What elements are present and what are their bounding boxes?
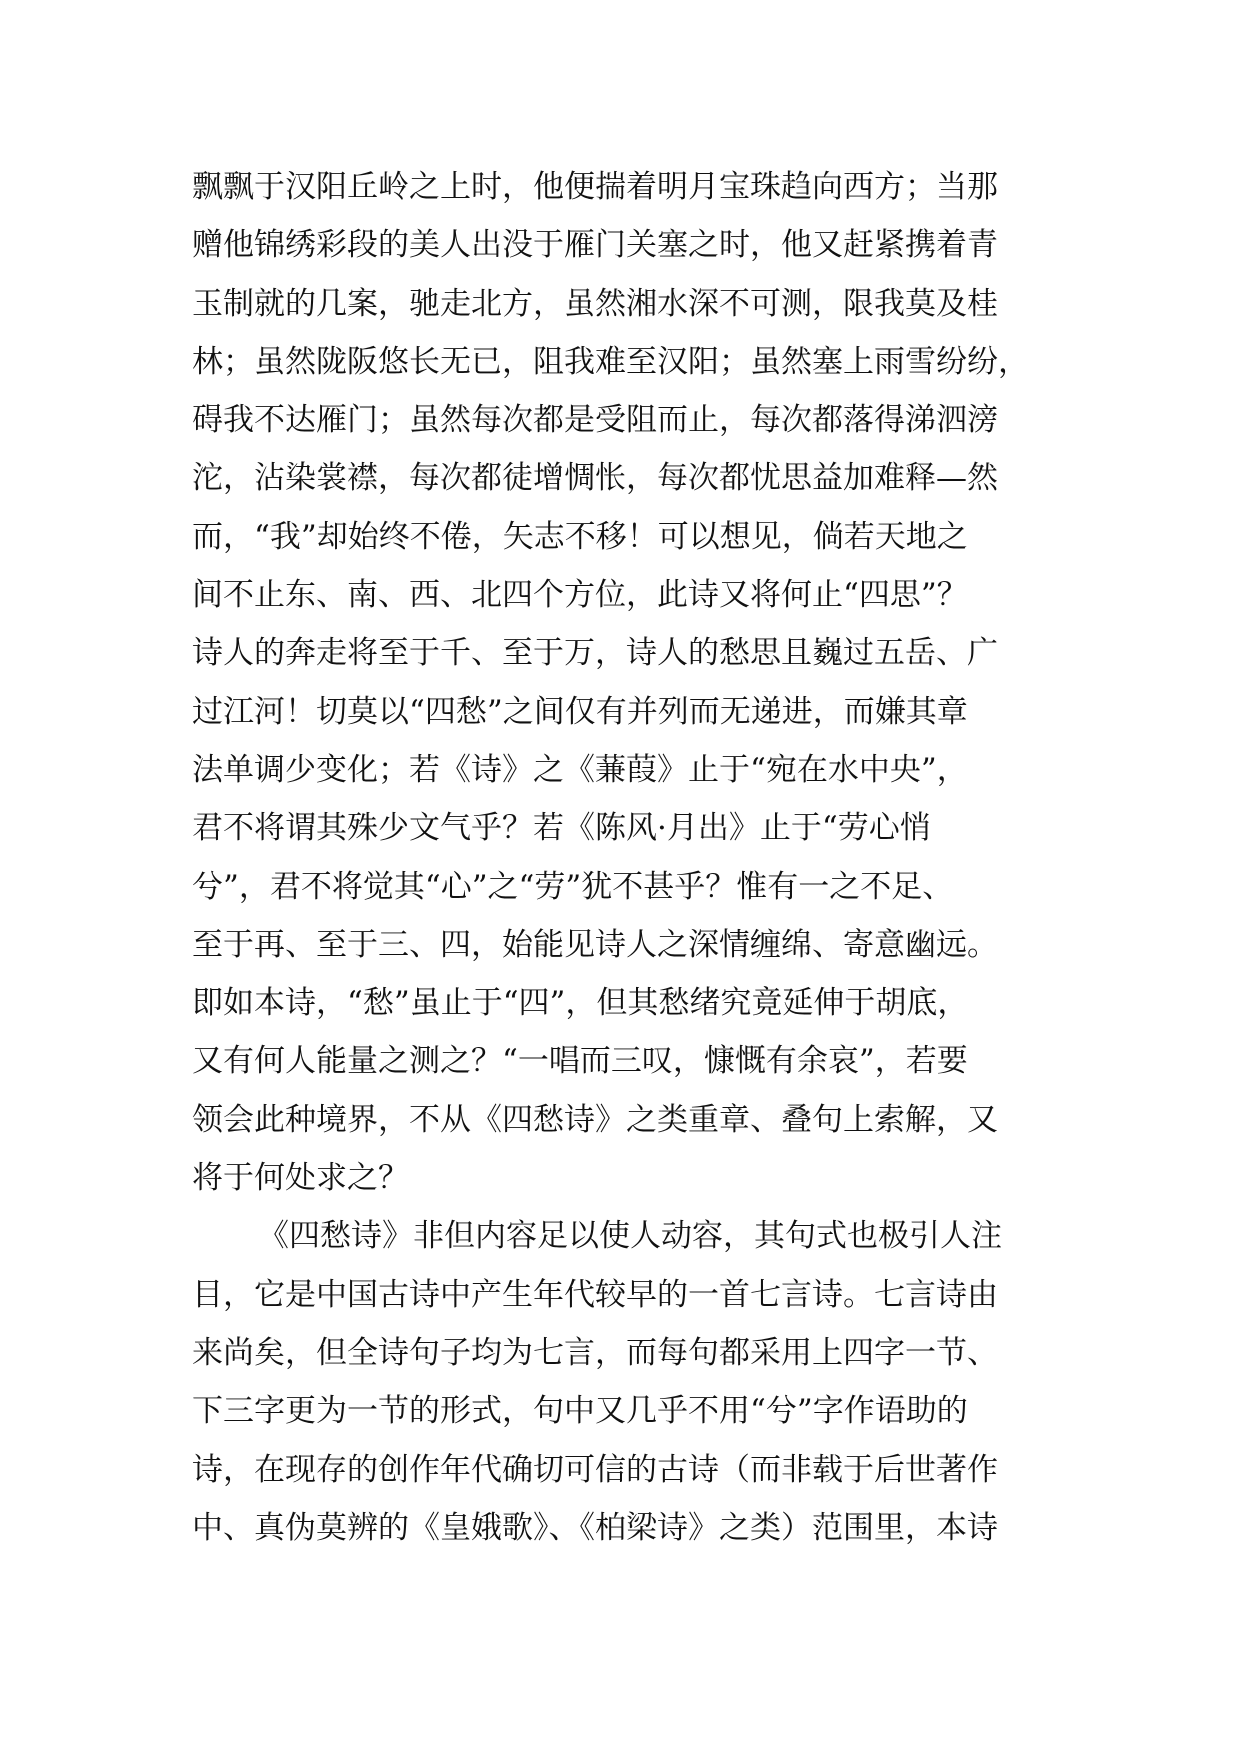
text-line: 中、真伪莫辨的《皇娥歌》、《柏梁诗》之类）范围里，本诗	[192, 1509, 998, 1546]
text-line: 间不止东、南、西、北四个方位，此诗又将何止“四思”？	[192, 577, 968, 614]
text-line: 玉制就的几案，驰走北方，虽然湘水深不可测，限我莫及桂	[192, 285, 998, 322]
text-line: 君不将谓其殊少文气乎？若《陈风·月出》止于“劳心悄	[192, 810, 931, 847]
text-line: 碍我不达雁门；虽然每次都是受阻而止，每次都落得涕泗滂	[192, 402, 998, 439]
text-line: 林；虽然陇阪悠长无已，阻我难至汉阳；虽然塞上雨雪纷纷，	[192, 343, 1029, 380]
text-line: 来尚矣，但全诗句子均为七言，而每句都采用上四字一节、	[192, 1334, 998, 1371]
body-text	[192, 158, 1072, 1557]
text-line: 过江河！切莫以“四愁”之间仅有并列而无递进，而嫌其章	[192, 693, 968, 730]
text-line: 诗人的奔走将至于千、至于万，诗人的愁思且巍过五岳、广	[192, 635, 998, 672]
text-line: 诗，在现存的创作年代确切可信的古诗（而非载于后世著作	[192, 1451, 998, 1488]
text-line: 而，“我”却始终不倦，矢志不移！可以想见，倘若天地之	[192, 518, 968, 555]
text-line: 目，它是中国古诗中产生年代较早的一首七言诗。七言诗由	[192, 1276, 998, 1313]
text-line: 下三字更为一节的形式，句中又几乎不用“兮”字作语助的	[192, 1393, 968, 1430]
paragraph-1	[192, 158, 1072, 1207]
text-line: 又有何人能量之测之？“一唱而三叹，慷慨有余哀”，若要	[192, 1043, 968, 1080]
text-line: 沱，沾染裳襟，每次都徒增惆怅，每次都忧思益加难释—然	[192, 460, 998, 497]
text-line: 将于何处求之？	[192, 1160, 409, 1197]
text-line: 至于再、至于三、四，始能见诗人之深情缠绵、寄意幽远。	[192, 926, 998, 963]
text-line: 领会此种境界，不从《四愁诗》之类重章、叠句上索解，又	[192, 1101, 998, 1138]
text-line: 法单调少变化；若《诗》之《蒹葭》止于“宛在水中央”，	[192, 751, 968, 788]
text-line: 飘飘于汉阳丘岭之上时，他便揣着明月宝珠趋向西方；当那	[192, 169, 998, 205]
text-line: 《四愁诗》非但内容足以使人动容，其句式也极引人注	[258, 1218, 1002, 1255]
text-line: 即如本诗，“愁”虽止于“四”，但其愁绪究竟延伸于胡底，	[192, 985, 969, 1022]
text-line: 赠他锦绣彩段的美人出没于雁门关塞之时，他又赶紧携着青	[192, 227, 998, 264]
text-line: 兮”，君不将觉其“心”之“劳”犹不甚乎？惟有一之不足、	[192, 868, 954, 905]
paragraph-2	[192, 1207, 1072, 1557]
